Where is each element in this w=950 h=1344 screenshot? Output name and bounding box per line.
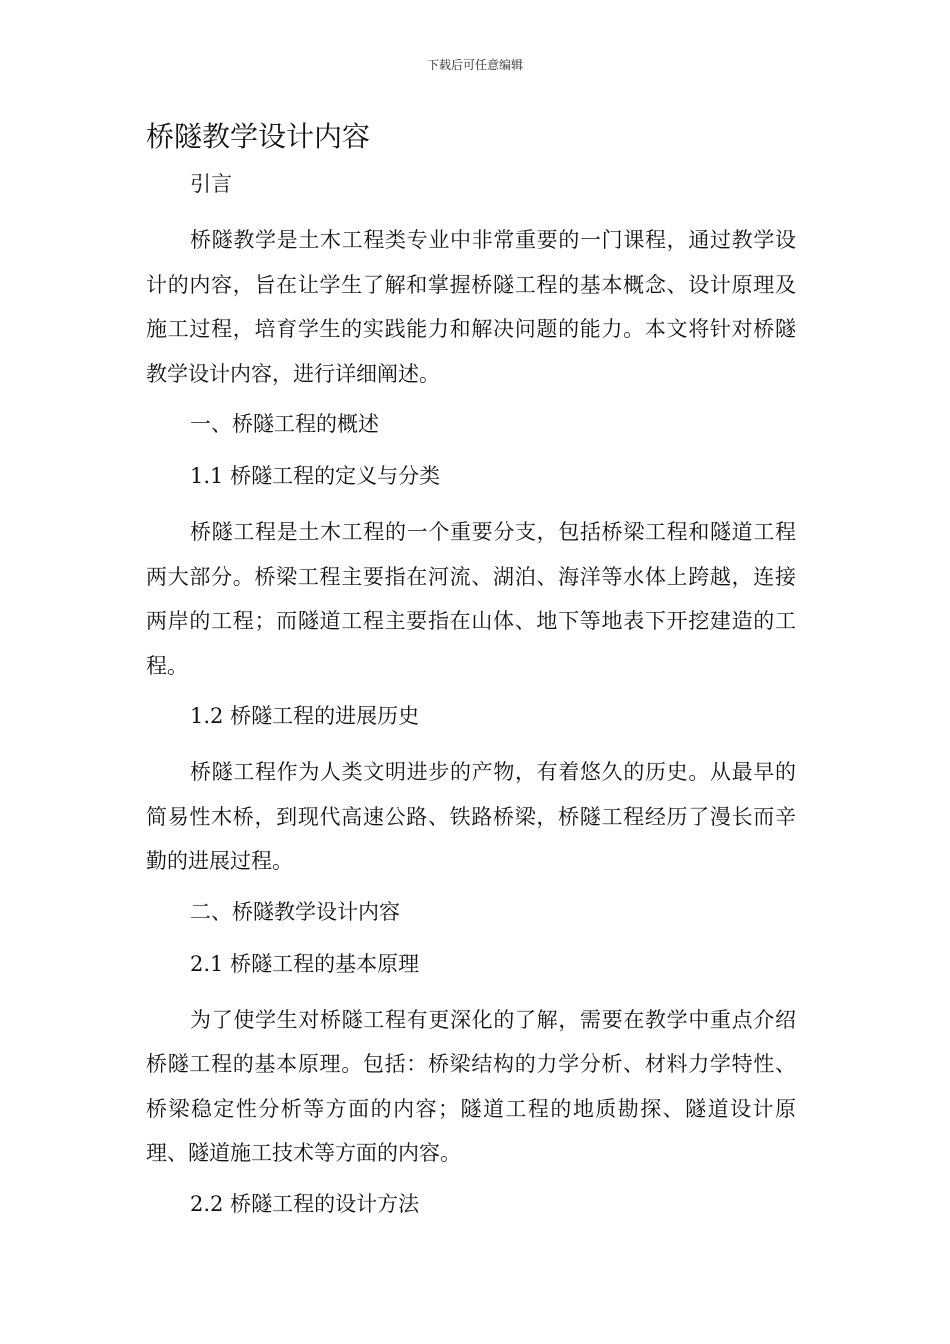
- section-2-1-heading: 2.1 桥隧工程的基本原理: [190, 951, 420, 976]
- section-2-2-heading: 2.2 桥隧工程的设计方法: [190, 1191, 420, 1216]
- section-2-heading: 二、桥隧教学设计内容: [190, 899, 400, 924]
- header-note: 下载后可任意编辑: [426, 58, 523, 72]
- section-1-1-paragraph: 桥隧工程是土木工程的一个重要分支，包括桥梁工程和隧道工程两大部分。桥梁工程主要指在河流、湖泊、海洋等水体上跨越，连接两岸的工程；而隧道工程主要指在山体、地下等地表下开挖建造的工程。: [146, 520, 796, 678]
- intro-heading: 引言: [190, 172, 232, 196]
- document-body: [146, 166, 796, 1238]
- section-1-heading: 一、桥隧工程的概述: [190, 412, 379, 436]
- section-1-2-heading: 1.2 桥隧工程的进展历史: [190, 704, 420, 728]
- section-1-2-paragraph: 桥隧工程作为人类文明进步的产物，有着悠久的历史。从最早的简易性木桥，到现代高速公路、铁路桥梁，桥隧工程经历了漫长而辛勤的进展过程。: [146, 760, 796, 873]
- section-1-1-heading: 1.1 桥隧工程的定义与分类: [190, 464, 441, 488]
- section-2-1-paragraph: 为了使学生对桥隧工程有更深化的了解，需要在教学中重点介绍桥隧工程的基本原理。包括：桥梁结构的力学分析、材料力学特性、桥梁稳定性分析等方面的内容；隧道工程的地质勘探、隧道设计原理、隧道施工技术等方面的内容。: [146, 1007, 796, 1165]
- document-title: 桥隧教学设计内容: [146, 120, 371, 153]
- intro-paragraph: 桥隧教学是土木工程类专业中非常重要的一门课程，通过教学设计的内容，旨在让学生了解和掌握桥隧工程的基本概念、设计原理及施工过程，培育学生的实践能力和解决问题的能力。本文将针对桥隧教学设计内容，进行详细阐述。: [146, 228, 796, 386]
